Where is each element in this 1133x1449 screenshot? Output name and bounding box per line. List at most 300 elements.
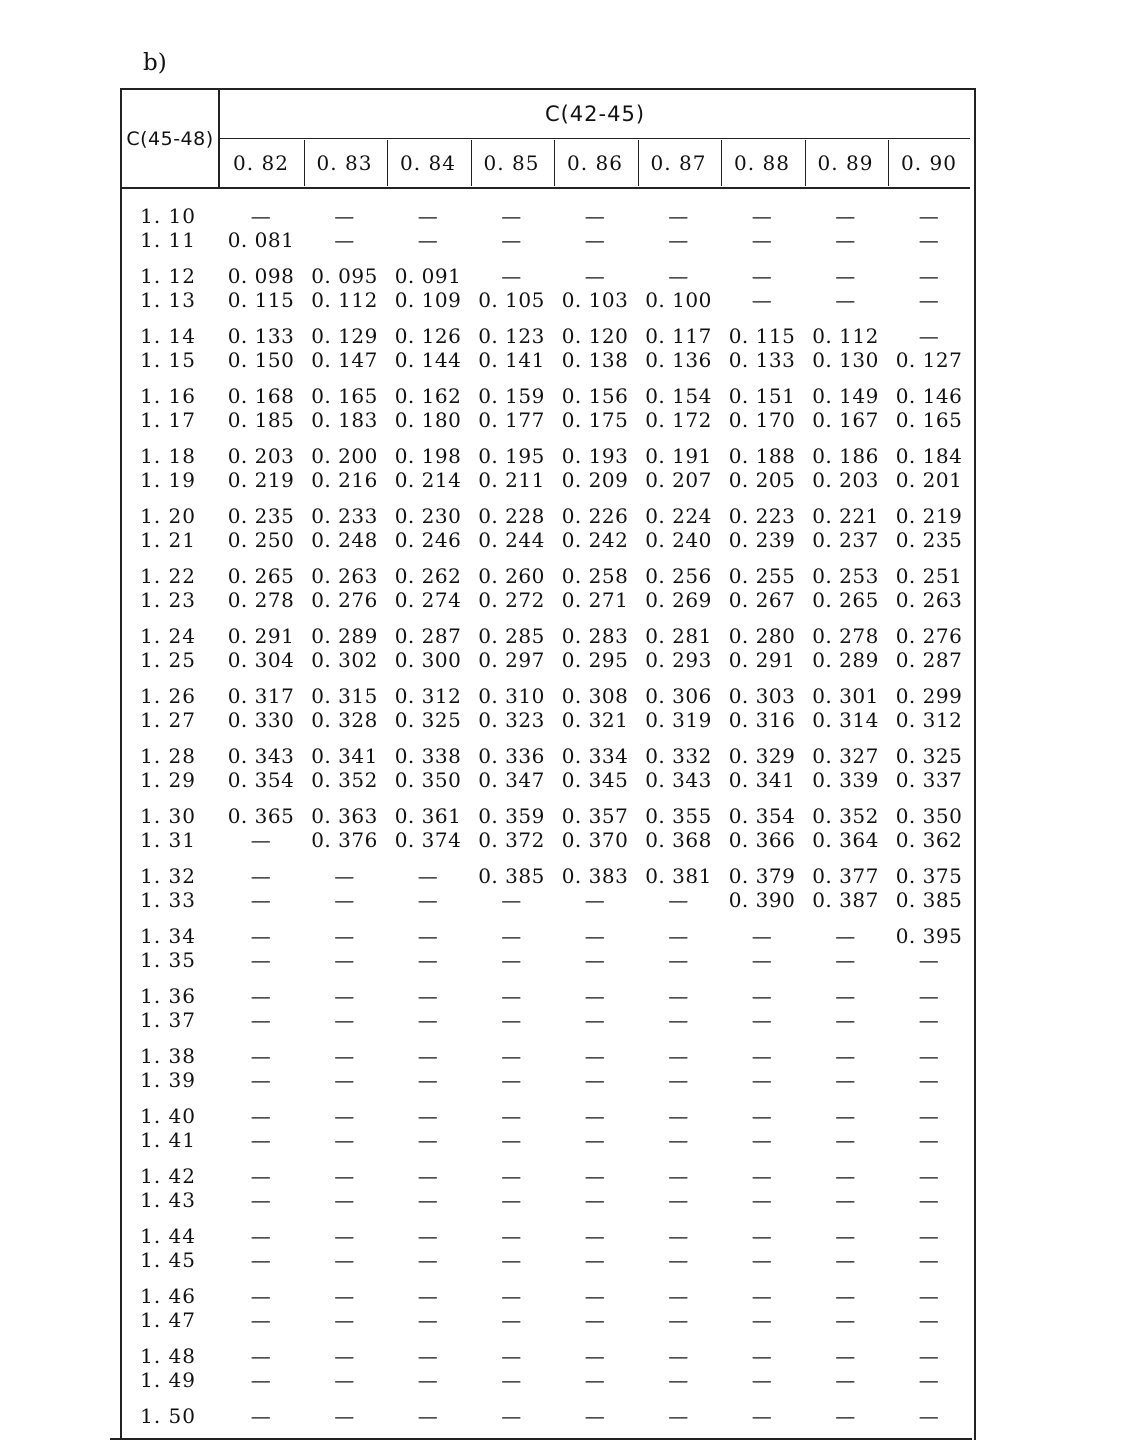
- table-cell: —: [584, 1068, 606, 1092]
- row-label: 1. 14: [140, 324, 196, 348]
- table-cell: 0. 195: [478, 444, 545, 468]
- table-cell: 0. 237: [812, 528, 879, 552]
- table-cell: 0. 130: [812, 348, 879, 372]
- table-cell: —: [751, 1104, 773, 1128]
- table-cell: —: [334, 984, 355, 1008]
- column-header: 0. 83: [316, 151, 373, 175]
- row-label: 1. 50: [140, 1404, 196, 1428]
- table-cell: 0. 098: [227, 264, 295, 288]
- table-cell: 0. 120: [561, 324, 629, 348]
- table-cell: 0. 365: [227, 804, 295, 828]
- table-cell: 0. 295: [561, 648, 629, 672]
- table-cell: 0. 280: [728, 624, 796, 648]
- table-cell: —: [751, 228, 773, 252]
- table-cell: —: [417, 924, 439, 948]
- row-label: 1. 48: [140, 1344, 196, 1368]
- table-cell: 0. 168: [227, 384, 295, 408]
- table-cell: —: [250, 1068, 272, 1092]
- table-cell: 0. 302: [311, 648, 378, 672]
- column-header: 0. 85: [483, 151, 540, 175]
- table-cell: 0. 334: [561, 744, 629, 768]
- table-cell: —: [835, 1248, 856, 1272]
- table-cell: 0. 375: [895, 864, 963, 888]
- row-label: 1. 30: [140, 804, 196, 828]
- table-cell: —: [417, 1224, 439, 1248]
- table-cell: —: [918, 1404, 940, 1428]
- table-cell: 0. 337: [895, 768, 963, 792]
- table-cell: —: [918, 1044, 940, 1068]
- table-cell: —: [835, 984, 856, 1008]
- table-cell: —: [751, 924, 773, 948]
- table-cell: 0. 285: [478, 624, 545, 648]
- table-cell: —: [250, 984, 272, 1008]
- table-cell: —: [751, 1044, 773, 1068]
- column-group-label: C(42-45): [544, 102, 646, 126]
- table-cell: 0. 317: [227, 684, 295, 708]
- table-cell: 0. 377: [812, 864, 879, 888]
- table-cell: —: [918, 1308, 940, 1332]
- table-cell: 0. 251: [895, 564, 963, 588]
- table-cell: —: [668, 1344, 689, 1368]
- table-cell: 0. 216: [311, 468, 378, 492]
- table-cell: 0. 379: [728, 864, 796, 888]
- column-header: 0. 87: [650, 151, 707, 175]
- table-cell: 0. 211: [478, 468, 545, 492]
- table-cell: 0. 223: [728, 504, 796, 528]
- table-cell: 0. 271: [561, 588, 629, 612]
- table-cell: —: [918, 1284, 940, 1308]
- table-cell: 0. 188: [728, 444, 796, 468]
- table-cell: —: [334, 1068, 355, 1092]
- table-cell: —: [668, 924, 689, 948]
- table-cell: 0. 207: [645, 468, 712, 492]
- table-cell: 0. 381: [645, 864, 712, 888]
- table-cell: 0. 203: [227, 444, 295, 468]
- table-cell: 0. 112: [311, 288, 378, 312]
- row-label: 1. 23: [140, 588, 196, 612]
- table-cell: —: [250, 924, 272, 948]
- table-cell: —: [668, 1368, 689, 1392]
- table-cell: 0. 328: [311, 708, 378, 732]
- table-cell: 0. 354: [227, 768, 295, 792]
- table-cell: —: [918, 1068, 940, 1092]
- table-cell: —: [584, 1248, 606, 1272]
- table-cell: —: [668, 1164, 689, 1188]
- table-cell: —: [835, 1188, 856, 1212]
- table-cell: 0. 357: [561, 804, 629, 828]
- table-cell: —: [835, 264, 856, 288]
- table-label: b): [143, 50, 167, 76]
- table-cell: —: [334, 1188, 355, 1212]
- table-cell: —: [334, 1308, 355, 1332]
- table-cell: —: [250, 1284, 272, 1308]
- table-cell: —: [668, 948, 689, 972]
- row-label: 1. 12: [140, 264, 196, 288]
- table-cell: —: [835, 1284, 856, 1308]
- row-label: 1. 36: [140, 984, 196, 1008]
- table-cell: —: [334, 924, 355, 948]
- table-cell: —: [501, 1404, 522, 1428]
- table-cell: —: [668, 1008, 689, 1032]
- table-cell: —: [668, 1308, 689, 1332]
- table-cell: 0. 242: [561, 528, 629, 552]
- table-cell: —: [417, 1008, 439, 1032]
- table-cell: 0. 319: [645, 708, 712, 732]
- table-cell: —: [417, 1248, 439, 1272]
- table-cell: 0. 352: [812, 804, 879, 828]
- row-label: 1. 10: [140, 204, 196, 228]
- table-cell: —: [501, 204, 522, 228]
- table-cell: 0. 246: [394, 528, 462, 552]
- table-cell: 0. 205: [728, 468, 796, 492]
- table-cell: 0. 219: [227, 468, 295, 492]
- table-cell: 0. 138: [561, 348, 629, 372]
- column-header: 0. 82: [233, 151, 289, 175]
- table-cell: —: [250, 1104, 272, 1128]
- table-cell: —: [584, 1008, 606, 1032]
- column-header: 0. 86: [567, 151, 623, 175]
- table-cell: —: [918, 264, 940, 288]
- table-cell: 0. 230: [394, 504, 462, 528]
- table-cell: 0. 366: [728, 828, 796, 852]
- column-header: 0. 89: [817, 151, 874, 175]
- table-cell: 0. 329: [728, 744, 796, 768]
- table-cell: —: [835, 1068, 856, 1092]
- table-cell: —: [835, 948, 856, 972]
- row-label: 1. 20: [140, 504, 196, 528]
- table-cell: 0. 297: [478, 648, 545, 672]
- table-cell: —: [250, 828, 272, 852]
- table-cell: 0. 100: [645, 288, 712, 312]
- table-cell: —: [835, 1104, 856, 1128]
- row-label: 1. 32: [140, 864, 196, 888]
- row-label: 1. 35: [140, 948, 196, 972]
- table-cell: 0. 281: [645, 624, 712, 648]
- table-cell: —: [334, 1404, 355, 1428]
- table-cell: 0. 374: [394, 828, 462, 852]
- table-cell: —: [751, 1188, 773, 1212]
- table-cell: 0. 156: [561, 384, 629, 408]
- table-cell: —: [334, 228, 355, 252]
- column-header-divider: [304, 140, 305, 186]
- table-cell: 0. 186: [812, 444, 879, 468]
- table-cell: —: [501, 1284, 522, 1308]
- table-cell: 0. 343: [645, 768, 712, 792]
- column-group-rule: [218, 138, 970, 139]
- row-label: 1. 38: [140, 1044, 196, 1068]
- table-cell: —: [501, 1044, 522, 1068]
- table-cell: —: [751, 1008, 773, 1032]
- table-cell: 0. 183: [311, 408, 378, 432]
- table-cell: 0. 276: [895, 624, 963, 648]
- table-cell: —: [918, 1008, 940, 1032]
- table-cell: —: [584, 228, 606, 252]
- table-cell: —: [417, 1308, 439, 1332]
- table-cell: —: [417, 1128, 439, 1152]
- table-cell: 0. 272: [478, 588, 545, 612]
- header-rule: [122, 187, 970, 189]
- table-cell: 0. 263: [895, 588, 963, 612]
- table-cell: 0. 127: [895, 348, 963, 372]
- table-cell: —: [250, 1308, 272, 1332]
- table-cell: 0. 150: [227, 348, 295, 372]
- table-cell: —: [334, 948, 355, 972]
- table-cell: —: [417, 1344, 439, 1368]
- table-cell: 0. 209: [561, 468, 629, 492]
- table-cell: —: [501, 1188, 522, 1212]
- column-header-divider: [387, 140, 388, 186]
- table-cell: —: [668, 1104, 689, 1128]
- column-header-divider: [888, 140, 889, 186]
- table-cell: 0. 224: [645, 504, 712, 528]
- table-cell: 0. 129: [311, 324, 378, 348]
- table-cell: 0. 167: [812, 408, 879, 432]
- table-cell: —: [835, 1308, 856, 1332]
- table-cell: 0. 244: [478, 528, 545, 552]
- table-cell: 0. 095: [311, 264, 378, 288]
- table-cell: —: [918, 948, 940, 972]
- table-cell: —: [417, 1284, 439, 1308]
- table-cell: 0. 226: [561, 504, 629, 528]
- table-cell: 0. 201: [895, 468, 963, 492]
- table-cell: —: [918, 1368, 940, 1392]
- table-cell: 0. 133: [728, 348, 796, 372]
- table-cell: —: [250, 1224, 272, 1248]
- table-cell: —: [751, 1344, 773, 1368]
- table-cell: —: [584, 888, 606, 912]
- table-cell: 0. 228: [478, 504, 545, 528]
- table-cell: —: [584, 1224, 606, 1248]
- row-label: 1. 44: [140, 1224, 196, 1248]
- table-cell: 0. 383: [561, 864, 629, 888]
- table-cell: 0. 327: [812, 744, 879, 768]
- table-cell: —: [334, 204, 355, 228]
- table-cell: 0. 091: [394, 264, 462, 288]
- table-cell: 0. 363: [311, 804, 378, 828]
- table-cell: —: [668, 1224, 689, 1248]
- column-header: 0. 88: [734, 151, 790, 175]
- table-cell: 0. 300: [394, 648, 462, 672]
- table-cell: —: [584, 1368, 606, 1392]
- table-cell: 0. 081: [227, 228, 295, 252]
- table-cell: 0. 172: [645, 408, 712, 432]
- table-cell: —: [835, 288, 856, 312]
- row-label: 1. 26: [140, 684, 196, 708]
- table-cell: —: [835, 1404, 856, 1428]
- table-cell: 0. 262: [394, 564, 462, 588]
- column-header-divider: [805, 140, 806, 186]
- table-cell: 0. 289: [812, 648, 879, 672]
- table-cell: —: [501, 1008, 522, 1032]
- table-cell: 0. 387: [812, 888, 879, 912]
- row-label: 1. 49: [140, 1368, 196, 1392]
- table-cell: 0. 372: [478, 828, 545, 852]
- table-cell: 0. 141: [478, 348, 545, 372]
- table-cell: 0. 258: [561, 564, 629, 588]
- table-cell: 0. 105: [478, 288, 545, 312]
- table-cell: —: [334, 888, 355, 912]
- table-cell: 0. 235: [895, 528, 963, 552]
- table-cell: 0. 136: [645, 348, 712, 372]
- table-cell: —: [668, 984, 689, 1008]
- table-cell: —: [668, 1188, 689, 1212]
- table-cell: —: [918, 204, 940, 228]
- table-cell: 0. 390: [728, 888, 796, 912]
- table-cell: —: [501, 1308, 522, 1332]
- table-cell: 0. 283: [561, 624, 629, 648]
- table-cell: 0. 263: [311, 564, 378, 588]
- row-label: 1. 45: [140, 1248, 196, 1272]
- column-header-divider: [554, 140, 555, 186]
- table-cell: 0. 248: [311, 528, 378, 552]
- table-cell: 0. 289: [311, 624, 378, 648]
- row-label: 1. 37: [140, 1008, 196, 1032]
- table-cell: —: [250, 1044, 272, 1068]
- table-cell: —: [584, 204, 606, 228]
- table-cell: —: [250, 1008, 272, 1032]
- table-cell: —: [751, 1308, 773, 1332]
- table-cell: 0. 341: [311, 744, 378, 768]
- row-label: 1. 31: [140, 828, 196, 852]
- table-cell: —: [417, 204, 439, 228]
- row-label: 1. 24: [140, 624, 196, 648]
- table-cell: —: [501, 1104, 522, 1128]
- table-cell: 0. 345: [561, 768, 629, 792]
- table-cell: —: [334, 1164, 355, 1188]
- table-cell: 0. 177: [478, 408, 545, 432]
- table-cell: 0. 269: [645, 588, 712, 612]
- table-cell: 0. 354: [728, 804, 796, 828]
- column-header-divider: [471, 140, 472, 186]
- table-cell: —: [250, 1344, 272, 1368]
- table-cell: 0. 312: [895, 708, 963, 732]
- table-cell: —: [751, 1368, 773, 1392]
- table-cell: 0. 162: [394, 384, 462, 408]
- table-cell: —: [501, 888, 522, 912]
- table-cell: —: [751, 1164, 773, 1188]
- table-cell: 0. 115: [728, 324, 796, 348]
- table-cell: 0. 123: [478, 324, 545, 348]
- row-label: 1. 40: [140, 1104, 196, 1128]
- table-cell: —: [417, 984, 439, 1008]
- table-cell: 0. 332: [645, 744, 712, 768]
- table-cell: —: [417, 864, 439, 888]
- table-cell: 0. 291: [227, 624, 295, 648]
- table-cell: 0. 126: [394, 324, 462, 348]
- table-cell: 0. 151: [728, 384, 796, 408]
- table-cell: —: [835, 1128, 856, 1152]
- table-cell: 0. 350: [895, 804, 963, 828]
- table-cell: —: [334, 1344, 355, 1368]
- table-cell: —: [584, 948, 606, 972]
- table-cell: —: [751, 1224, 773, 1248]
- table-cell: —: [417, 1404, 439, 1428]
- table-cell: —: [501, 924, 522, 948]
- row-header-label: C(45-48): [126, 128, 214, 150]
- table-cell: —: [918, 228, 940, 252]
- table-cell: 0. 159: [478, 384, 545, 408]
- table-cell: —: [417, 1104, 439, 1128]
- table-cell: 0. 303: [728, 684, 796, 708]
- table-cell: 0. 359: [478, 804, 545, 828]
- table-cell: 0. 185: [227, 408, 295, 432]
- table-cell: 0. 278: [812, 624, 879, 648]
- table-cell: 0. 385: [895, 888, 963, 912]
- table-cell: 0. 255: [728, 564, 796, 588]
- table-cell: —: [835, 1344, 856, 1368]
- row-label: 1. 39: [140, 1068, 196, 1092]
- table-cell: —: [668, 1248, 689, 1272]
- table-cell: —: [751, 948, 773, 972]
- row-label: 1. 29: [140, 768, 196, 792]
- table-cell: —: [751, 288, 773, 312]
- table-cell: —: [501, 1344, 522, 1368]
- table-cell: 0. 133: [227, 324, 295, 348]
- table-cell: —: [584, 1344, 606, 1368]
- table-cell: —: [501, 1248, 522, 1272]
- table-cell: 0. 117: [645, 324, 712, 348]
- row-label: 1. 34: [140, 924, 196, 948]
- table-cell: —: [334, 1008, 355, 1032]
- table-cell: —: [417, 1188, 439, 1212]
- table-cell: 0. 308: [561, 684, 629, 708]
- row-label: 1. 17: [140, 408, 196, 432]
- row-label: 1. 43: [140, 1188, 196, 1212]
- table-cell: —: [918, 1224, 940, 1248]
- column-header: 0. 90: [901, 151, 957, 175]
- table-cell: —: [751, 984, 773, 1008]
- table-cell: 0. 321: [561, 708, 629, 732]
- table-cell: 0. 250: [227, 528, 295, 552]
- table-cell: 0. 267: [728, 588, 796, 612]
- table-cell: —: [250, 1164, 272, 1188]
- table-cell: —: [334, 1104, 355, 1128]
- table-cell: 0. 265: [812, 588, 879, 612]
- table-cell: —: [835, 1368, 856, 1392]
- column-header-divider: [638, 140, 639, 186]
- table-cell: —: [584, 1164, 606, 1188]
- table-cell: 0. 385: [478, 864, 545, 888]
- table-cell: 0. 193: [561, 444, 629, 468]
- table-cell: —: [417, 1068, 439, 1092]
- table-cell: —: [250, 1404, 272, 1428]
- table-cell: 0. 221: [812, 504, 879, 528]
- table-cell: 0. 214: [394, 468, 462, 492]
- table-cell: —: [584, 1044, 606, 1068]
- table-cell: —: [250, 864, 272, 888]
- table-cell: —: [584, 924, 606, 948]
- table-cell: 0. 274: [394, 588, 462, 612]
- table-cell: —: [501, 264, 522, 288]
- table-cell: —: [584, 264, 606, 288]
- table-cell: 0. 330: [227, 708, 295, 732]
- table-cell: —: [334, 1224, 355, 1248]
- table-cell: 0. 304: [227, 648, 295, 672]
- table-cell: 0. 170: [728, 408, 796, 432]
- table-cell: —: [835, 1008, 856, 1032]
- table-cell: —: [835, 1224, 856, 1248]
- row-label: 1. 18: [140, 444, 196, 468]
- table-cell: 0. 350: [394, 768, 462, 792]
- row-label: 1. 11: [140, 228, 196, 252]
- table-cell: 0. 341: [728, 768, 796, 792]
- table-cell: —: [584, 1284, 606, 1308]
- table-cell: 0. 336: [478, 744, 545, 768]
- table-cell: —: [501, 1224, 522, 1248]
- table-cell: —: [417, 948, 439, 972]
- table-cell: —: [668, 1284, 689, 1308]
- table-cell: 0. 165: [311, 384, 378, 408]
